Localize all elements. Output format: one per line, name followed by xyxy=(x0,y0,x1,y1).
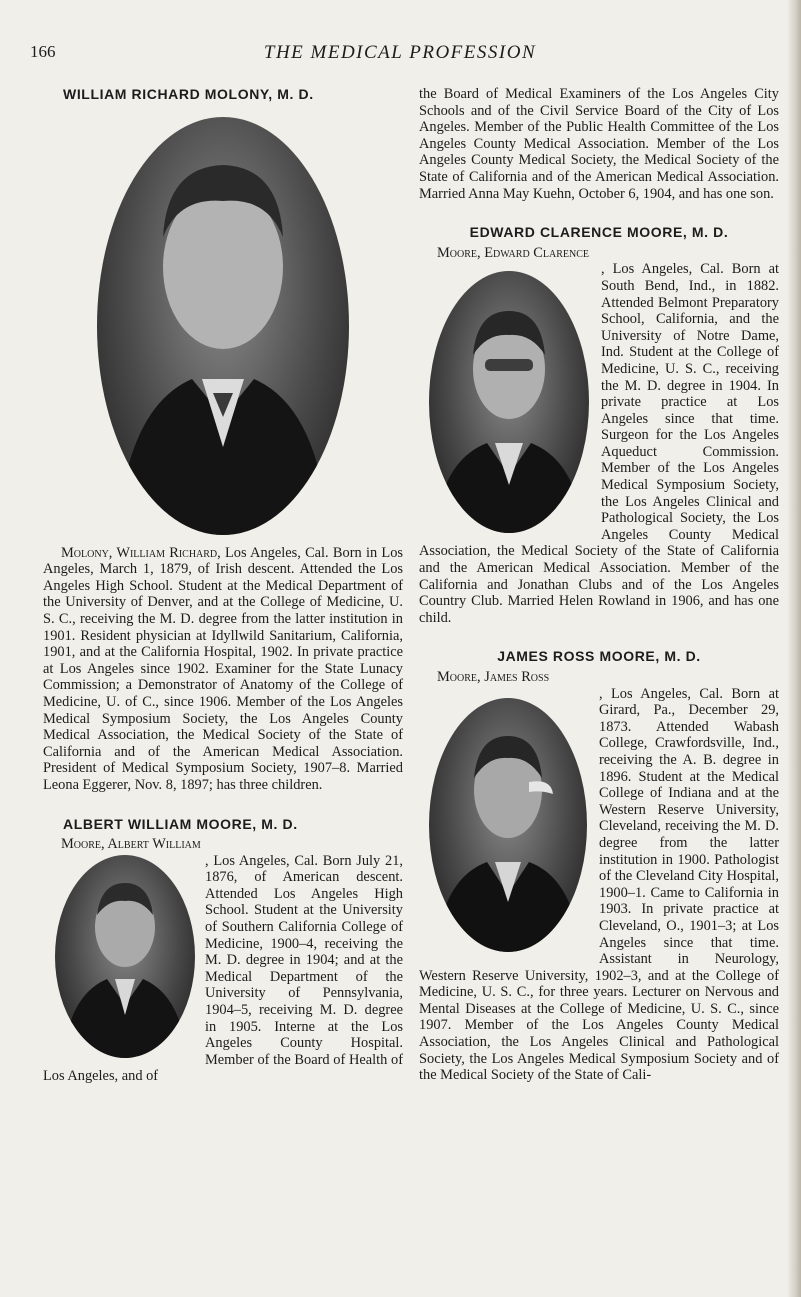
running-title: THE MEDICAL PROFESSION xyxy=(263,42,537,63)
right-column xyxy=(419,86,779,1084)
albert-continued: the Board of Medical Examiners of the Los Angeles City Schools and of the Civil Service Board of the City of Los Angeles. Member of the Public Health Committee of the Los Angeles County Medical Association. Member of the Los Angeles County Medical Society, the Medical Society of the State of California and of the American Medical Association. Married Anna May Kuehn, October 6, 1904, and has one son. xyxy=(419,86,779,202)
molony-heading: WILLIAM RICHARD MOLONY, M. D. xyxy=(63,86,314,102)
left-column xyxy=(43,86,403,1085)
james-paragraph xyxy=(419,669,779,686)
edward-name-lead: Moore, Edward Clarence xyxy=(437,244,589,261)
page-number: 166 xyxy=(30,42,56,61)
james-name-lead: Moore, James Ross xyxy=(437,669,550,685)
james-body: , Los Angeles, Cal. Born at Girard, Pa., December 29, 1873. Attended Wabash College, Crawfordsville, Ind., receiving the A. B. degree in 1896. Student at the Medical College of Indiana and at the Western Reserve University, Cleveland, receiving the M. D. degree from the latter institution in 1900. Pathologist of the Cleveland City Hospital, 1900–1. Came to California in 1903. In private practice at Cleveland, O., 1901–3; at Los Angeles since that time. Assistant in Neurology, Western Reserve University, 1902–3, and at the College of Medicine, U. S. C., for three years. Lecturer on Nervous and Mental Diseases at the College of Medicine, U. S. C., since 1907. Member of the Los Angeles County Medical Association, the Los Angeles Clinical and Pathological Society, the Los Angeles Medical Symposium Society and of the Medical Society of the State of Cali- xyxy=(419,685,779,1084)
albert-heading: ALBERT WILLIAM MOORE, M. D. xyxy=(63,815,298,832)
running-head xyxy=(30,42,770,66)
edward-paragraph xyxy=(419,245,779,262)
james-portrait xyxy=(429,698,587,952)
page-edge-shadow xyxy=(787,0,801,1297)
molony-name-lead: Molony, William Richard xyxy=(61,544,218,561)
edward-portrait xyxy=(429,271,589,533)
molony-text: , Los Angeles, Cal. Born in Los Angeles, March 1, 1879, of Irish descent. Attended the Los Angeles High School. Student at the Medical Department of the University of Denver, and at the College of Medicine, U. S. C., receiving the M. D. degree from the latter institution in 1901. Resident physician at Idyllwild Sanitarium, California, 1901, and at the California Hospital, 1902. In private practice at Los Angeles since 1902. Examiner for the State Lunacy Commission; a Demonstrator of Anatomy of the College of Medicine, U. of C., since 1906. Member of the Los Angeles Medical Symposium Society, the Los Angeles County Medical Association, the Medical Society of the State of California and of the American Medical Association. President of Medical Symposium Society, 1907–8. Married Leona Eggerer, Nov. 8, 1897; has three children. xyxy=(43,544,403,793)
edward-heading: EDWARD CLARENCE MOORE, M. D. xyxy=(469,224,729,241)
albert-portrait xyxy=(55,855,195,1058)
albert-body: , Los Angeles, Cal. Born July 21, 1876, of American descent. Attended Los Angeles High School. Student at the University of Southern California College of Medicine, 1900–4, receiving the M. D. degree in 1904; and at the Medical Department of the University of Pennsylvania, 1904–5, receiving M. D. degree in 1905. Interne at the Los Angeles County Hospital. Member of the Board of Health of Los Angeles, and of xyxy=(43,852,403,1085)
albert-name-lead: Moore, Albert William xyxy=(61,836,201,853)
edward-body: , Los Angeles, Cal. Born at South Bend, Ind., in 1882. Attended Belmont Preparatory School, California, and the University of Notre Dame, Ind. Student at the College of Medicine, U. S. C., receiving the M. D. degree in 1904. In private practice at Los Angeles since that time. Surgeon for the Los Angeles Aqueduct Commission. Member of the Los Angeles Medical Symposium Society, the Los Angeles Clinical and Pathological Society, the Los Angeles County Medical Association, the Medical Society of the State of California and the American Medical Association. Member of the California and Jonathan Clubs and of the Los Angeles Country Club. Married Helen Rowland in 1906, and has one child. xyxy=(419,261,779,626)
molony-paragraph xyxy=(43,545,403,794)
molony-portrait xyxy=(97,117,349,535)
james-heading: JAMES ROSS MOORE, M. D. xyxy=(497,648,701,665)
albert-paragraph xyxy=(43,836,403,853)
